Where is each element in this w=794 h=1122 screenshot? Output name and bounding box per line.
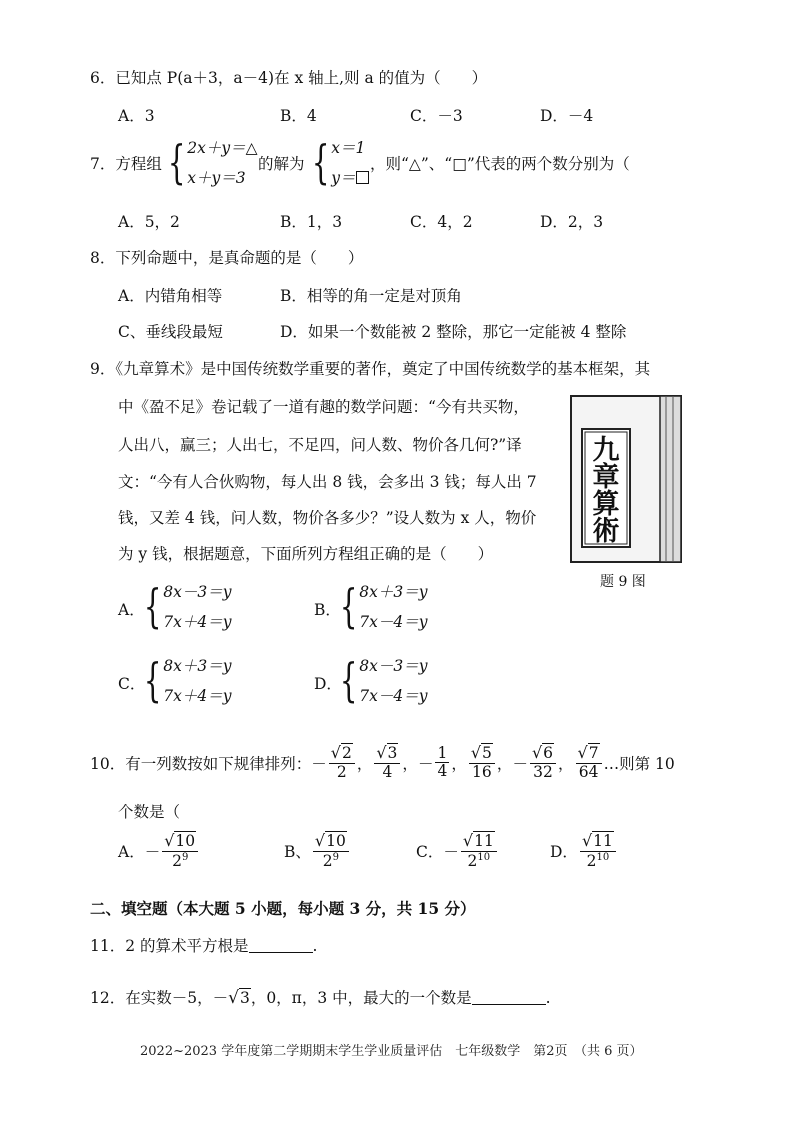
q10-stem: 10．有一列数按如下规律排列：	[90, 754, 312, 773]
q9-b-eq1: 8x＋3＝y	[359, 583, 428, 601]
q10-term-fraction: $\frac{1}{4}$	[437, 743, 448, 781]
q7-equation-system: { 2x＋y＝△ x＋y＝3	[167, 135, 258, 189]
q9-option-a-label: A．	[118, 601, 145, 619]
book-title: 九章算術	[592, 435, 620, 547]
q7-mid: 的解为	[258, 155, 305, 173]
q9-option-b-label: B．	[314, 601, 341, 619]
q9-b-eq2: 7x－4＝y	[359, 613, 428, 631]
q10-term	[574, 744, 604, 782]
q8-option-c: C、垂线段最短	[118, 323, 223, 341]
q10-term	[372, 744, 402, 782]
q6-option-a: A．3	[118, 107, 155, 125]
q7-number: 7．方程组	[90, 155, 162, 173]
q7-option-b: B．1，3	[280, 213, 343, 231]
q10-term: － $\frac{√6}{32}$	[512, 744, 558, 782]
q9-d-eq1: 8x－3＝y	[359, 657, 428, 675]
q10-option-b: B、 $\frac{√10}{2^9}$	[284, 832, 351, 871]
q9-d-eq2: 7x－4＝y	[359, 687, 428, 705]
q10-option-a: A． － $\frac{√10}{2^9}$	[118, 832, 200, 871]
q12-stem-a: 12．在实数－5，－	[90, 989, 229, 1007]
q7-eq1: 2x＋y＝△	[187, 139, 258, 157]
q12-line: 12．在实数－5，－√3，0，π，3 中，最大的一个数是 .	[90, 988, 551, 1008]
q7-option-a: A．5，2	[118, 213, 180, 231]
q12-answer-blank[interactable]	[472, 1004, 546, 1005]
q11-line	[90, 934, 317, 956]
figure-caption: 题 9 图	[600, 574, 646, 590]
q10-option-fraction: $\frac{√11}{2^{10}}$	[461, 832, 497, 871]
q12-stem-b: ，0，π，3 中，最大的一个数是	[250, 989, 472, 1007]
q9-option-c-label: C．	[118, 675, 146, 693]
q8-option-d: D．如果一个数能被 2 整除，那它一定能被 4 整除	[280, 323, 627, 341]
q7-option-c: C．4，2	[410, 213, 473, 231]
q6-option-d: D．－4	[540, 107, 594, 125]
q10-term: － $\frac{1}{4}$	[417, 743, 448, 781]
q6-option-b: B．4	[280, 107, 317, 125]
q10-option-c: C． － $\frac{√11}{2^{10}}$	[416, 832, 499, 871]
q10-line-2: 个数是（	[118, 803, 181, 821]
q8-stem: 8．下列命题中，是真命题的是（ ）	[90, 249, 364, 267]
q9-option-d-label: D．	[314, 675, 342, 693]
q7-solution-system: { x＝1 y＝	[306, 136, 369, 188]
q10-term-fraction: $\frac{√7}{64}$	[576, 744, 602, 782]
q10-term: － $\frac{√2}{2}$	[311, 744, 357, 782]
q9-option-b-system: { 8x＋3＝y 7x－4＝y	[339, 579, 428, 633]
q10-option-d: D． $\frac{√11}{2^{10}}$	[550, 832, 618, 871]
q9-option-d-system: { 8x－3＝y 7x－4＝y	[339, 653, 428, 707]
q10-term-fraction: $\frac{√2}{2}$	[329, 744, 355, 782]
q9-option-c-system: { 8x＋3＝y 7x＋4＝y	[143, 653, 232, 707]
q10-term-fraction: $\frac{√5}{16}$	[469, 744, 495, 782]
q10-option-fraction: $\frac{√11}{2^{10}}$	[580, 832, 616, 871]
q9-line-6: 为 y 钱，根据题意，下面所列方程组正确的是（ ）	[118, 545, 494, 563]
q8-option-b: B．相等的角一定是对顶角	[280, 287, 462, 305]
q9-line-1: 9．《九章算术》是中国传统数学重要的著作，奠定了中国传统数学的基本框架，其	[90, 360, 651, 378]
q9-a-eq2: 7x＋4＝y	[163, 613, 232, 631]
q7-tail: ，则“△”、“□”代表的两个数分别为（	[370, 155, 630, 173]
q6-stem: 6．已知点 P(a＋3，a－4)在 x 轴上,则 a 的值为（ ）	[90, 69, 488, 87]
q10-option-fraction: $\frac{√10}{2^9}$	[162, 832, 198, 871]
square-placeholder-icon	[356, 171, 369, 184]
page-footer: 2022~2023 学年度第二学期期末学生学业质量评估 七年级数学 第2页 （共 6 页）	[140, 1044, 643, 1059]
q10-stem-line	[90, 744, 675, 782]
q10-term-fraction: $\frac{√6}{32}$	[530, 744, 556, 782]
q9-a-eq1: 8x－3＝y	[163, 583, 232, 601]
q10-term-fraction: $\frac{√3}{4}$	[374, 744, 400, 782]
q7-sol1: x＝1	[331, 139, 366, 157]
q11-answer-blank[interactable]	[249, 952, 313, 953]
q10-tail: …则第 10	[603, 754, 675, 773]
q12-radicand: 3	[239, 989, 250, 1007]
q10-sequence: － $\frac{√2}{2}$ ， $\frac{√3}{4}$ ， － $\frac{1}{4}$ ， $\frac{√5}{16}$ ， － $\frac{√6}{32}$ ， $\frac{√7}{64}$	[311, 744, 603, 782]
q8-option-a: A．内错角相等	[118, 287, 223, 305]
q10-term	[467, 744, 497, 782]
q9-c-eq2: 7x＋4＝y	[163, 687, 232, 705]
q10-option-fraction: $\frac{√10}{2^9}$	[313, 832, 349, 871]
q9-line-3: 人出八，赢三；人出七，不足四，问人数、物价各几何?”译	[118, 436, 522, 454]
q9-line-5: 钱，又差 4 钱，问人数，物价各多少？”设人数为 x 人，物价	[118, 509, 537, 527]
q6-option-c: C．－3	[410, 107, 463, 125]
q7-option-d: D．2，3	[540, 213, 604, 231]
q12-end: .	[545, 989, 551, 1007]
q9-option-a-system: { 8x－3＝y 7x＋4＝y	[143, 579, 232, 633]
q9-line-4: 文：“今有人合伙购物，每人出 8 钱，会多出 3 钱；每人出 7	[118, 473, 537, 491]
section-2-title: 二、填空题（本大题 5 小题，每小题 3 分，共 15 分）	[90, 899, 476, 918]
q9-line-2: 中《盈不足》卷记载了一道有趣的数学问题：“今有共买物，	[118, 398, 529, 416]
q11-stem: 11．2 的算术平方根是	[90, 937, 249, 955]
q9-c-eq1: 8x＋3＝y	[163, 657, 232, 675]
jiuzhang-book-illustration	[570, 395, 682, 563]
q11-end: .	[312, 937, 318, 955]
q7-sol2: y＝	[331, 169, 356, 187]
q7-eq2: x＋y＝3	[187, 169, 246, 187]
